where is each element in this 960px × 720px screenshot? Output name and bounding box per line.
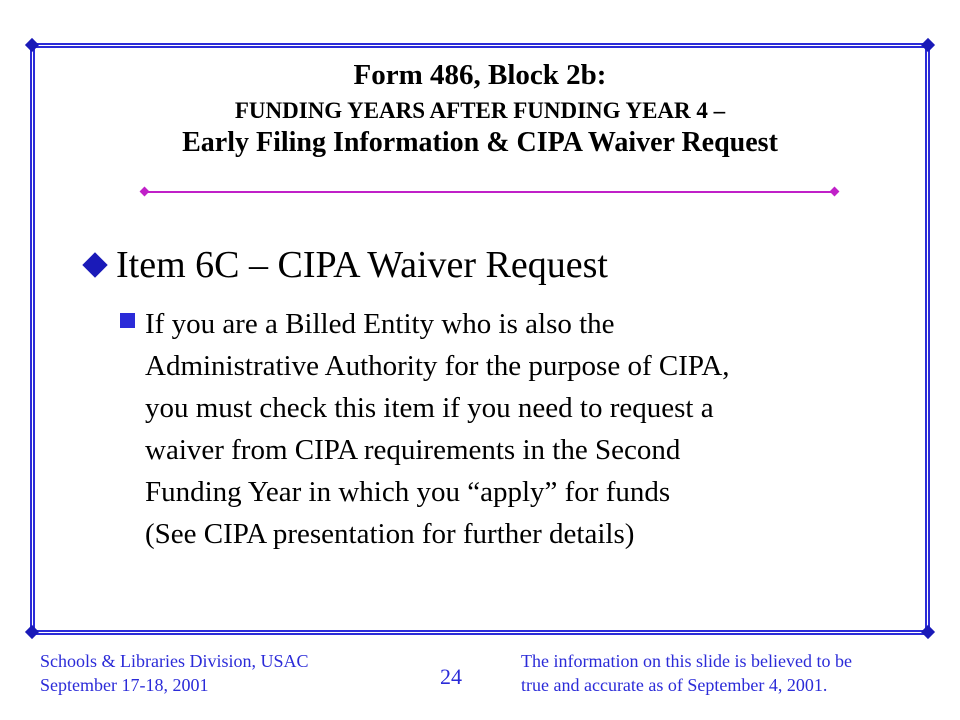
- heading-text: Item 6C – CIPA Waiver Request: [116, 244, 608, 286]
- frame-bottom-border: [32, 630, 928, 635]
- bullet-item: [120, 303, 910, 555]
- disclaimer-line-1: The information on this slide is believed to be: [521, 651, 852, 671]
- title-line-3: Early Filing Information & CIPA Waiver Request: [182, 127, 778, 158]
- square-bullet-icon: [120, 313, 135, 328]
- frame-right-border: [925, 45, 930, 632]
- bullet-line: waiver from CIPA requirements in the Second: [145, 434, 681, 466]
- slide-title: [60, 58, 900, 160]
- footer-left: [40, 649, 309, 697]
- bullet-paragraph: [145, 303, 910, 555]
- corner-diamond-icon: [921, 38, 935, 52]
- rule-end-dot-icon: [830, 187, 840, 197]
- footer-org: Schools & Libraries Division, USAC: [40, 651, 309, 671]
- footer-disclaimer: [521, 649, 852, 697]
- bullet-line: Funding Year in which you “apply” for funds: [145, 476, 671, 508]
- corner-diamond-icon: [921, 625, 935, 639]
- corner-diamond-icon: [25, 38, 39, 52]
- corner-diamond-icon: [25, 625, 39, 639]
- bullet-line: (See CIPA presentation for further details): [145, 518, 635, 550]
- frame-left-border: [30, 45, 35, 632]
- bullet-line: Administrative Authority for the purpose of CIPA,: [145, 350, 730, 382]
- disclaimer-line-2: true and accurate as of September 4, 2001.: [521, 675, 828, 695]
- footer-date: September 17-18, 2001: [40, 675, 209, 695]
- diamond-icon: [82, 252, 107, 277]
- title-line-1: Form 486, Block 2b:: [353, 59, 607, 91]
- bullet-line: If you are a Billed Entity who is also the: [145, 308, 615, 340]
- heading-item: [76, 242, 608, 288]
- bullet-line: you must check this item if you need to request a: [145, 392, 714, 424]
- rule-end-dot-icon: [140, 187, 150, 197]
- title-line-2: FUNDING YEARS AFTER FUNDING YEAR 4 –: [234, 98, 726, 123]
- frame-top-border: [32, 43, 928, 48]
- page-number: 24: [440, 664, 462, 689]
- title-underline: [145, 191, 835, 193]
